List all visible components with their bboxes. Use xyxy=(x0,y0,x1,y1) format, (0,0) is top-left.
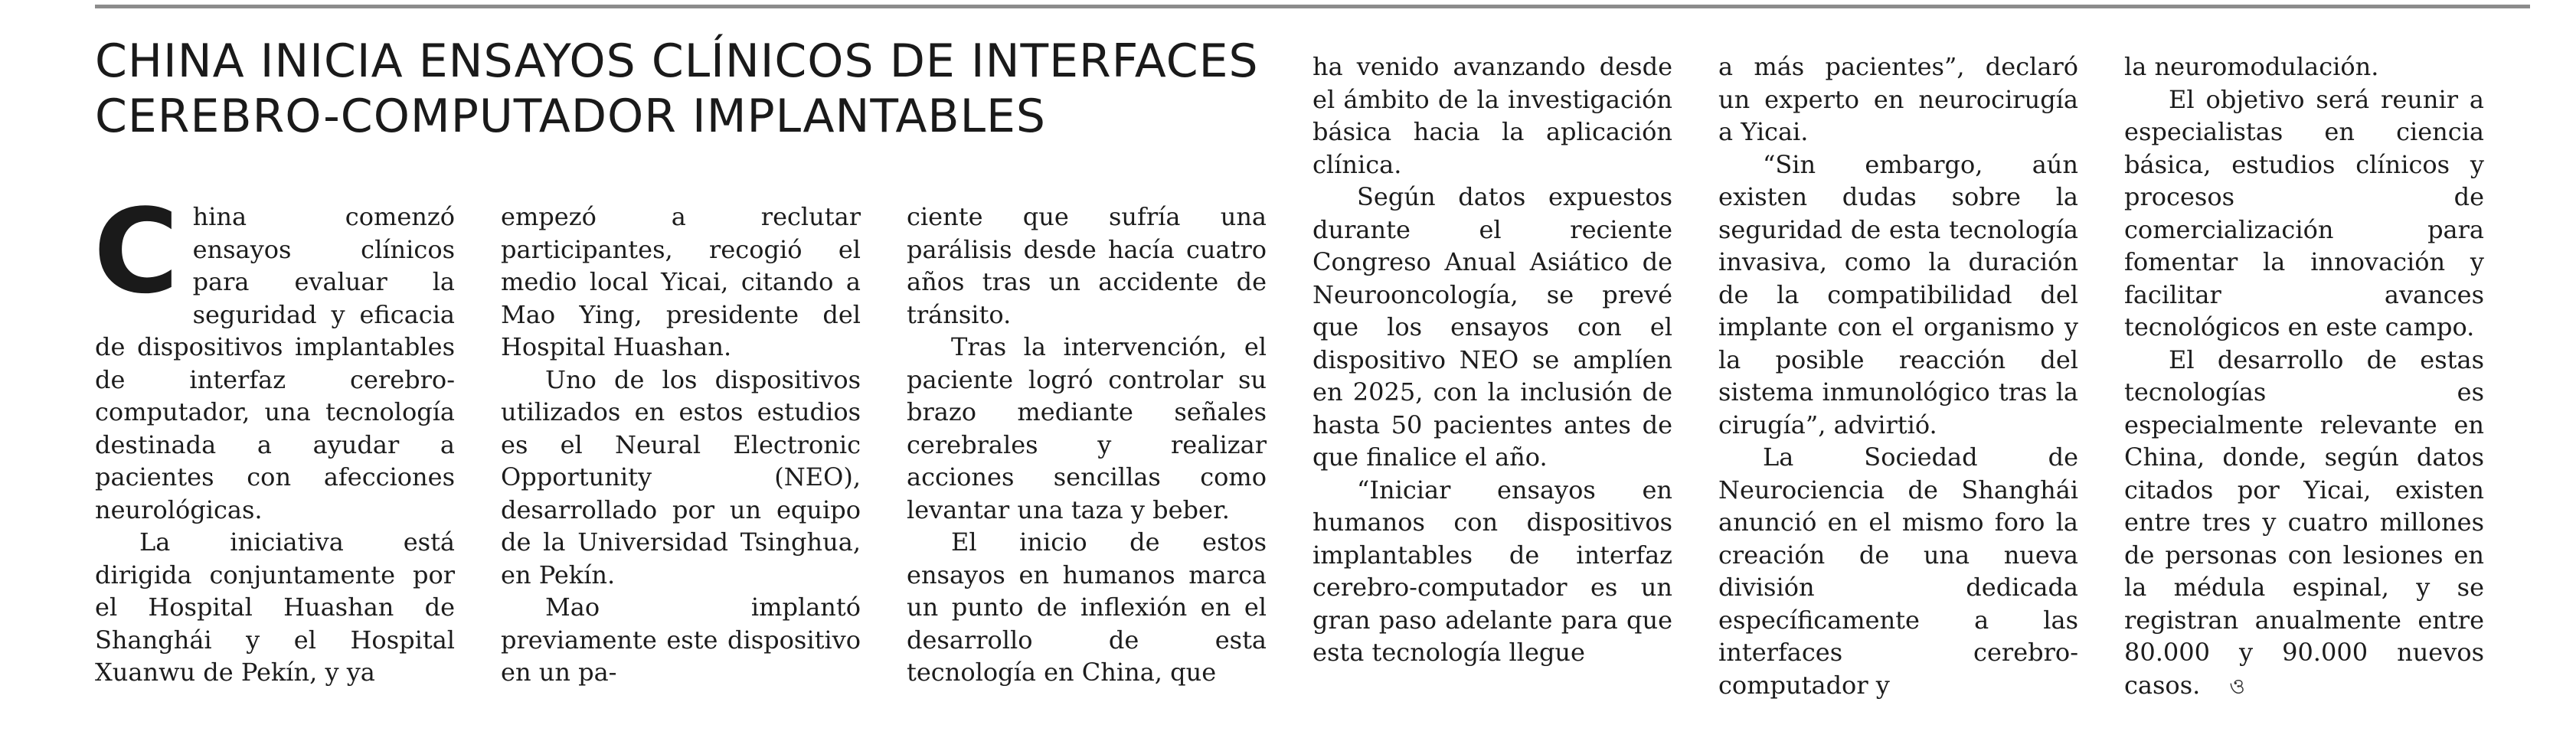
article-column-6 xyxy=(2124,51,2484,703)
article-column-2 xyxy=(501,201,861,689)
top-rule xyxy=(95,5,2530,8)
paragraph xyxy=(93,184,455,526)
paragraph: empezó a reclutar participantes, recogió el medio local Yicai, citando a Mao Ying, presidente del Hospital Huashan. xyxy=(501,202,861,361)
paragraph: “Sin embargo, aún existen dudas sobre la seguridad de esta tecnología invasiva, como la duración de la compatibilidad del implante con el organismo y la posible reacción del sistema inmunológico tras la cirugía”, advirtió. xyxy=(1718,149,2078,439)
paragraph: “Iniciar ensayos en humanos con dispositivos implantables de interfaz cerebro-computador es un gran paso adelante para que esta tecnología llegue xyxy=(1313,475,1672,667)
paragraph: Según datos expuestos durante el reciente Congreso Anual Asiático de Neurooncología, se prevé que los ensayos con el dispositivo NEO se amplíen en 2025, con la inclusión de hasta 50 pacientes antes de que finalice el año. xyxy=(1313,182,1672,472)
article-column-5 xyxy=(1718,51,2078,701)
paragraph: Uno de los dispositivos utilizados en estos estudios es el Neural Electronic Opportunity (NEO), desarrollado por un equipo de la Universidad Tsinghua, en Pekín. xyxy=(501,364,861,589)
paragraph-text: hina comenzó ensayos clínicos para evaluar la seguridad y eficacia de dispositivos implantables de interfaz cerebro-computador, una tecnología destinada a ayudar a pacientes con afecciones neurológicas. xyxy=(95,202,455,524)
paragraph xyxy=(2124,344,2484,704)
paragraph: a más pacientes”, declaró un experto en neurocirugía a Yicai. xyxy=(1718,52,2078,146)
paragraph: La Sociedad de Neurociencia de Shanghái anunció en el mismo foro la creación de una nueva división dedicada específicamente a las interfaces cerebro-computador y xyxy=(1718,442,2078,700)
paragraph: La iniciativa está dirigida conjuntamente por el Hospital Huashan de Shanghái y el Hospital Xuanwu de Pekín, y ya xyxy=(95,527,455,687)
article-headline: CHINA INICIA ENSAYOS CLÍNICOS DE INTERFACES CEREBRO-COMPUTADOR IMPLANTABLES xyxy=(95,34,1259,143)
end-mark-icon: ও xyxy=(2229,673,2245,699)
paragraph: la neuromodulación. xyxy=(2124,52,2379,81)
paragraph: El inicio de estos ensayos en humanos marca un punto de inflexión en el desarrollo de esta tecnología en China, que xyxy=(907,527,1267,687)
paragraph: Mao implantó previamente este dispositivo en un pa- xyxy=(501,593,861,687)
paragraph-text: El desarrollo de estas tecnologías es especialmente relevante en China, donde, según datos citados por Yicai, existen entre tres y cuatro millones de personas con lesiones en la médula espinal, y se registran anualmente entre 80.000 y 90.000 nuevos casos. xyxy=(2124,344,2484,700)
article-column-3 xyxy=(907,201,1267,689)
paragraph: ciente que sufría una parálisis desde hacía cuatro años tras un accidente de tránsito. xyxy=(907,202,1267,329)
drop-cap: C xyxy=(93,184,179,319)
paragraph: Tras la intervención, el paciente logró controlar su brazo mediante señales cerebrales y realizar acciones sencillas como levantar una taza y beber. xyxy=(907,332,1267,524)
paragraph: ha venido avanzando desde el ámbito de la investigación básica hacia la aplicación clínica. xyxy=(1313,52,1672,179)
article-column-4 xyxy=(1313,51,1672,669)
article-column-1 xyxy=(93,184,455,689)
paragraph: El objetivo será reunir a especialistas en ciencia básica, estudios clínicos y procesos de comercialización para fomentar la innovación y facilitar avances tecnológicos en este campo. xyxy=(2124,84,2484,341)
